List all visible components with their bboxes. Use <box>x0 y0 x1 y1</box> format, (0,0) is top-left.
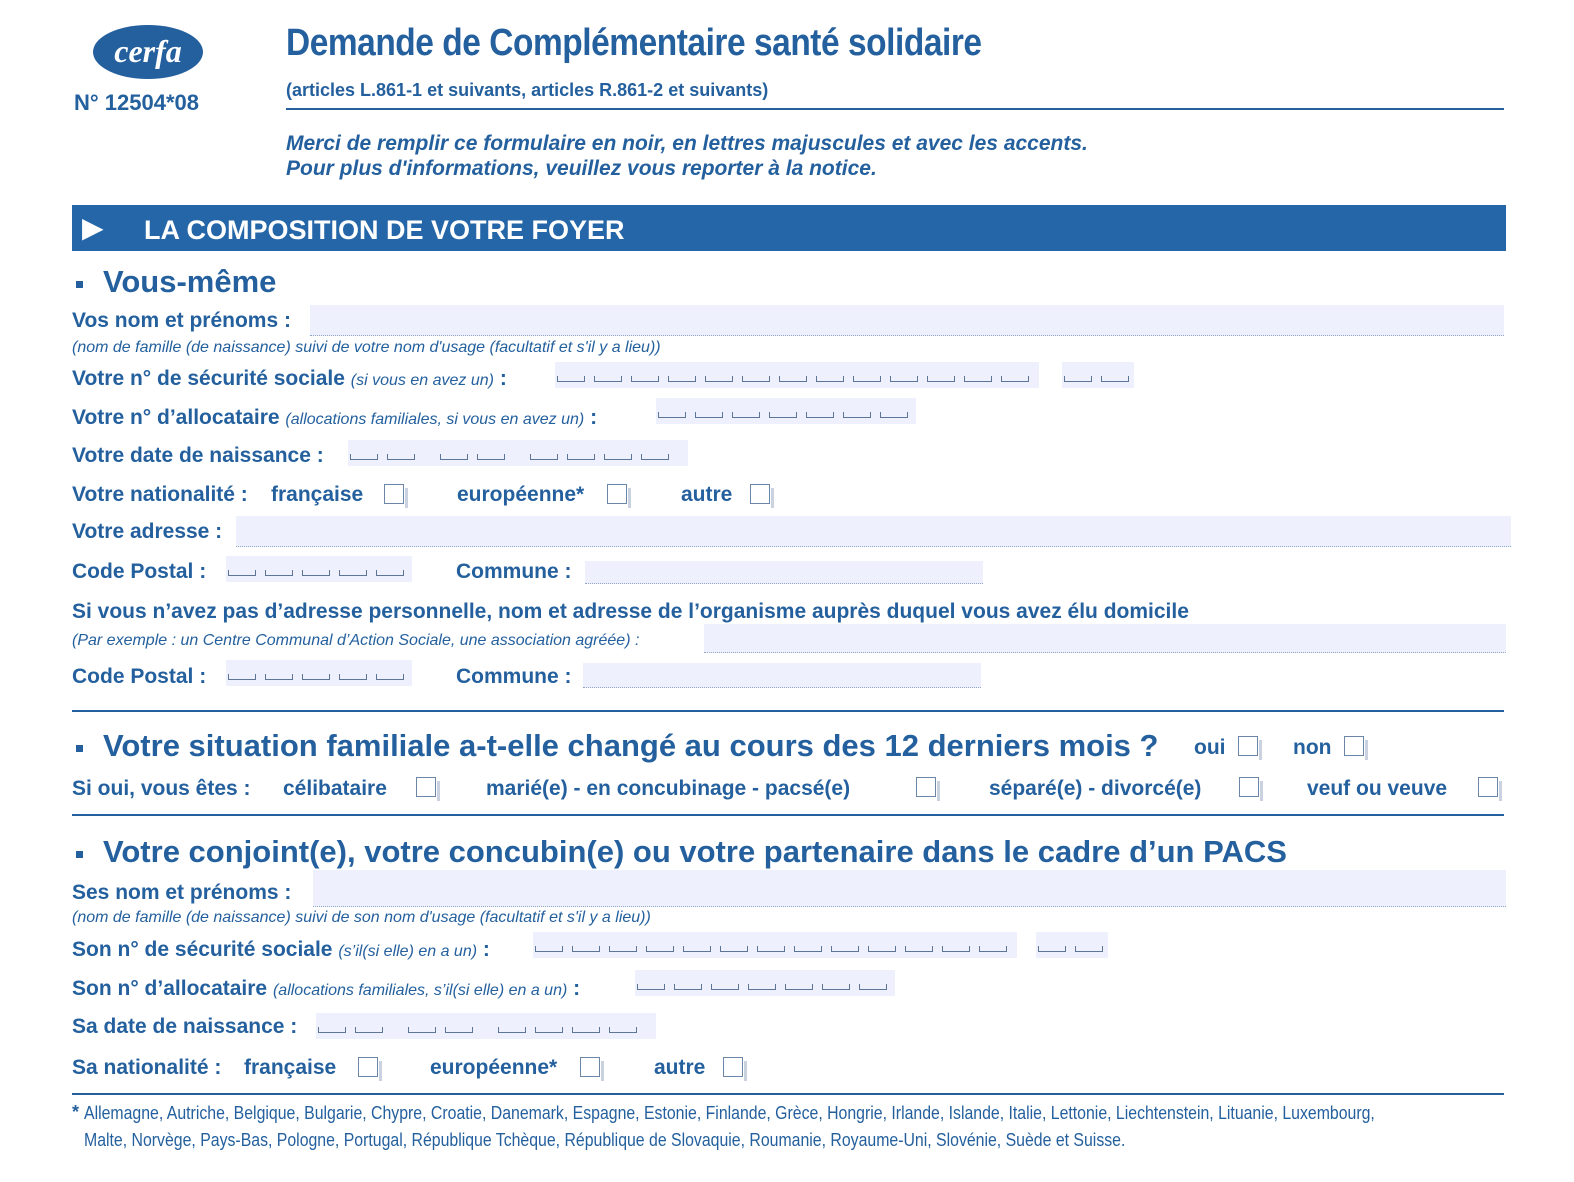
partner-name-hint: (nom de famille (de naissance) suivi de son nom d'usage (facultatif et s'il y a lieu)) <box>72 909 651 926</box>
family-no-checkbox[interactable] <box>1344 736 1364 756</box>
digit-slot <box>631 376 659 382</box>
digit-slot <box>498 1027 526 1033</box>
digit-slot <box>604 454 632 460</box>
digit-slot <box>748 984 776 990</box>
digit-slot <box>822 984 850 990</box>
digit-slot <box>794 946 822 952</box>
digit-slot <box>942 946 970 952</box>
no-address-label: Si vous n’avez pas d’adresse personnelle, nom et adresse de l’organisme auprès duquel vous avez élu domicile <box>72 600 1189 623</box>
footnote-line-2: Malte, Norvège, Pays-Bas, Pologne, Portugal, République Tchèque, République de Slovaquie, Roumanie, Royaume-Uni, Slovénie, Suède et Suisse. <box>84 1130 1126 1150</box>
digit-slot <box>859 984 887 990</box>
family-single-checkbox[interactable] <box>416 777 436 797</box>
partner-nat-other-checkbox[interactable] <box>723 1057 743 1077</box>
partner-ssn-key-field[interactable] <box>1036 932 1108 958</box>
partner-name-label: Ses nom et prénoms : <box>72 881 292 904</box>
digit-slot <box>646 946 674 952</box>
digit-slot <box>339 570 367 576</box>
self-ssn-row <box>72 367 507 391</box>
self-ssn-field[interactable] <box>555 362 1039 388</box>
self-nat-fr-checkbox[interactable] <box>384 484 404 504</box>
digit-slot <box>816 376 844 382</box>
logo-text: cerfa <box>114 33 182 69</box>
partner-heading: Votre conjoint(e), votre concubin(e) ou votre partenaire dans le cadre d’un PACS <box>103 834 1287 869</box>
self-nat-eu-label: européenne* <box>457 483 585 506</box>
digit-slot <box>720 946 748 952</box>
digit-slot <box>339 674 367 680</box>
instruction-2: Pour plus d'informations, veuillez vous reporter à la notice. <box>286 157 877 180</box>
family-married-label: marié(e) - en concubinage - pacsé(e) <box>486 777 851 800</box>
family-single-label: célibataire <box>283 777 387 800</box>
self-ssn-label: Votre n° de sécurité sociale <box>72 367 345 390</box>
family-separated-checkbox[interactable] <box>1239 777 1259 797</box>
no-address-hint: (Par exemple : un Centre Communal d’Action Sociale, une association agréée) : <box>72 632 640 649</box>
partner-nat-fr-checkbox[interactable] <box>358 1057 378 1077</box>
digit-slot <box>228 570 256 576</box>
digit-slot <box>927 376 955 382</box>
family-yes-checkbox[interactable] <box>1238 736 1258 756</box>
footnote-line-1: Allemagne, Autriche, Belgique, Bulgarie, Chypre, Croatie, Danemark, Espagne, Estonie, Finlande, Grèce, Hongrie, Irlande, Islande, Italie, Lettonie, Liechtenstein, Lituanie, Luxembourg, <box>84 1103 1375 1123</box>
digit-slot <box>302 570 330 576</box>
family-yes-label: oui <box>1194 736 1226 759</box>
self-ssn-key-field[interactable] <box>1062 362 1134 388</box>
digit-slot <box>530 454 558 460</box>
self-alloc-label: Votre n° d’allocataire <box>72 406 280 429</box>
digit-slot <box>535 1027 563 1033</box>
digit-slot <box>868 946 896 952</box>
digit-slot <box>890 376 918 382</box>
partner-alloc-label: Son n° d’allocataire <box>72 977 268 1000</box>
digit-slot <box>265 570 293 576</box>
partner-alloc-row <box>72 977 580 1001</box>
partner-ssn-field[interactable] <box>533 932 1017 958</box>
partner-nat-eu-label: européenne* <box>430 1056 558 1079</box>
self-commune-field[interactable] <box>585 561 983 584</box>
digit-slot <box>964 376 992 382</box>
divider <box>72 1093 1504 1095</box>
colon: : <box>482 938 490 961</box>
digit-slot <box>853 376 881 382</box>
digit-slot <box>594 376 622 382</box>
digit-slot <box>658 412 686 418</box>
family-no-label: non <box>1293 736 1332 759</box>
digit-slot <box>609 1027 637 1033</box>
digit-slot <box>445 1027 473 1033</box>
partner-nat-other-label: autre <box>654 1056 706 1079</box>
digit-slot <box>302 674 330 680</box>
digit-slot <box>843 412 871 418</box>
digit-slot <box>831 946 859 952</box>
partner-alloc-field[interactable] <box>635 970 895 996</box>
self-ssn-hint: (si vous en avez un) <box>350 372 494 389</box>
self-alloc-field[interactable] <box>656 398 916 424</box>
self-nat-eu-checkbox[interactable] <box>607 484 627 504</box>
heading-bullet <box>76 745 83 752</box>
self-alloc-row <box>72 406 597 430</box>
self-nat-other-checkbox[interactable] <box>750 484 770 504</box>
self-heading: Vous-même <box>103 264 277 299</box>
digit-slot <box>440 454 468 460</box>
self-alloc-hint: (allocations familiales, si vous en avez un) <box>285 411 585 428</box>
self-name-field[interactable] <box>310 305 1504 336</box>
digit-slot <box>572 946 600 952</box>
digit-slot <box>1038 946 1066 952</box>
digit-slot <box>355 1027 383 1033</box>
digit-slot <box>387 454 415 460</box>
digit-slot <box>880 412 908 418</box>
digit-slot <box>609 946 637 952</box>
self-commune-label-2: Commune : <box>456 665 572 688</box>
self-name-hint: (nom de famille (de naissance) suivi de votre nom d'usage (facultatif et s'il y a lieu)) <box>72 339 661 356</box>
digit-slot <box>806 412 834 418</box>
divider <box>72 710 1504 712</box>
no-address-postal-field[interactable] <box>226 660 412 686</box>
self-address-field[interactable] <box>236 516 1511 547</box>
digit-slot <box>979 946 1007 952</box>
digit-slot <box>567 454 595 460</box>
digit-slot <box>637 984 665 990</box>
form-number: N° 12504*08 <box>74 90 200 115</box>
section-title: LA COMPOSITION DE VOTRE FOYER <box>144 215 625 245</box>
digit-slot <box>1001 376 1029 382</box>
cerfa-logo <box>92 24 204 80</box>
digit-slot <box>905 946 933 952</box>
digit-slot <box>695 412 723 418</box>
partner-birth-label: Sa date de naissance : <box>72 1015 298 1038</box>
self-nat-fr-label: française <box>271 483 364 506</box>
self-commune-label: Commune : <box>456 560 572 583</box>
divider <box>72 814 1504 816</box>
self-postal-label-2: Code Postal : <box>72 665 207 688</box>
digit-slot <box>318 1027 346 1033</box>
self-birth-field[interactable] <box>348 440 688 466</box>
no-address-commune-field[interactable] <box>583 663 981 688</box>
digit-slot <box>265 674 293 680</box>
self-nat-other-label: autre <box>681 483 733 506</box>
partner-birth-field[interactable] <box>316 1013 656 1039</box>
footnote-star: * <box>72 1102 80 1122</box>
digit-slot <box>557 376 585 382</box>
self-address-label: Votre adresse : <box>72 520 223 543</box>
colon: : <box>573 977 581 1000</box>
digit-slot <box>769 412 797 418</box>
instruction-1: Merci de remplir ce formulaire en noir, en lettres majuscules et avec les accents. <box>286 132 1088 155</box>
family-if-yes-label: Si oui, vous êtes : <box>72 777 251 800</box>
digit-slot <box>1101 376 1129 382</box>
digit-slot <box>779 376 807 382</box>
partner-ssn-hint: (s’il(si elle) en a un) <box>338 943 478 960</box>
banner-arrow-icon: ▶ <box>82 212 104 243</box>
no-address-field[interactable] <box>704 624 1506 653</box>
partner-ssn-row <box>72 938 490 962</box>
digit-slot <box>785 984 813 990</box>
digit-slot <box>668 376 696 382</box>
self-nationality-label: Votre nationalité : <box>72 483 248 506</box>
digit-slot <box>477 454 505 460</box>
self-name-label: Vos nom et prénoms : <box>72 309 291 332</box>
digit-slot <box>350 454 378 460</box>
digit-slot <box>1064 376 1092 382</box>
family-widowed-label: veuf ou veuve <box>1307 777 1448 800</box>
page-title: Demande de Complémentaire santé solidaire <box>286 22 982 64</box>
digit-slot <box>705 376 733 382</box>
partner-ssn-label: Son n° de sécurité sociale <box>72 938 333 961</box>
digit-slot <box>228 674 256 680</box>
self-birth-label: Votre date de naissance : <box>72 444 324 467</box>
header-rule <box>286 108 1504 110</box>
digit-slot <box>535 946 563 952</box>
page-subtitle: (articles L.861-1 et suivants, articles R.861-2 et suivants) <box>286 80 769 100</box>
heading-bullet <box>76 281 83 288</box>
digit-slot <box>376 674 404 680</box>
section-banner <box>72 205 1506 251</box>
digit-slot <box>572 1027 600 1033</box>
digit-slot <box>757 946 785 952</box>
family-married-checkbox[interactable] <box>916 777 936 797</box>
digit-slot <box>732 412 760 418</box>
digit-slot <box>674 984 702 990</box>
digit-slot <box>742 376 770 382</box>
partner-name-field[interactable] <box>313 870 1506 907</box>
partner-nat-fr-label: française <box>244 1056 337 1079</box>
colon: : <box>590 406 598 429</box>
heading-bullet <box>76 851 83 858</box>
digit-slot <box>641 454 669 460</box>
family-question: Votre situation familiale a-t-elle changé au cours des 12 derniers mois ? <box>103 728 1159 763</box>
partner-nat-eu-checkbox[interactable] <box>580 1057 600 1077</box>
self-postal-label: Code Postal : <box>72 560 207 583</box>
partner-alloc-hint: (allocations familiales, s’il(si elle) en a un) <box>272 982 568 999</box>
partner-nationality-label: Sa nationalité : <box>72 1056 222 1079</box>
digit-slot <box>1075 946 1103 952</box>
digit-slot <box>683 946 711 952</box>
self-postal-field[interactable] <box>226 556 412 582</box>
family-widowed-checkbox[interactable] <box>1478 777 1498 797</box>
digit-slot <box>376 570 404 576</box>
digit-slot <box>408 1027 436 1033</box>
family-separated-label: séparé(e) - divorcé(e) <box>989 777 1202 800</box>
digit-slot <box>711 984 739 990</box>
colon: : <box>499 367 507 390</box>
